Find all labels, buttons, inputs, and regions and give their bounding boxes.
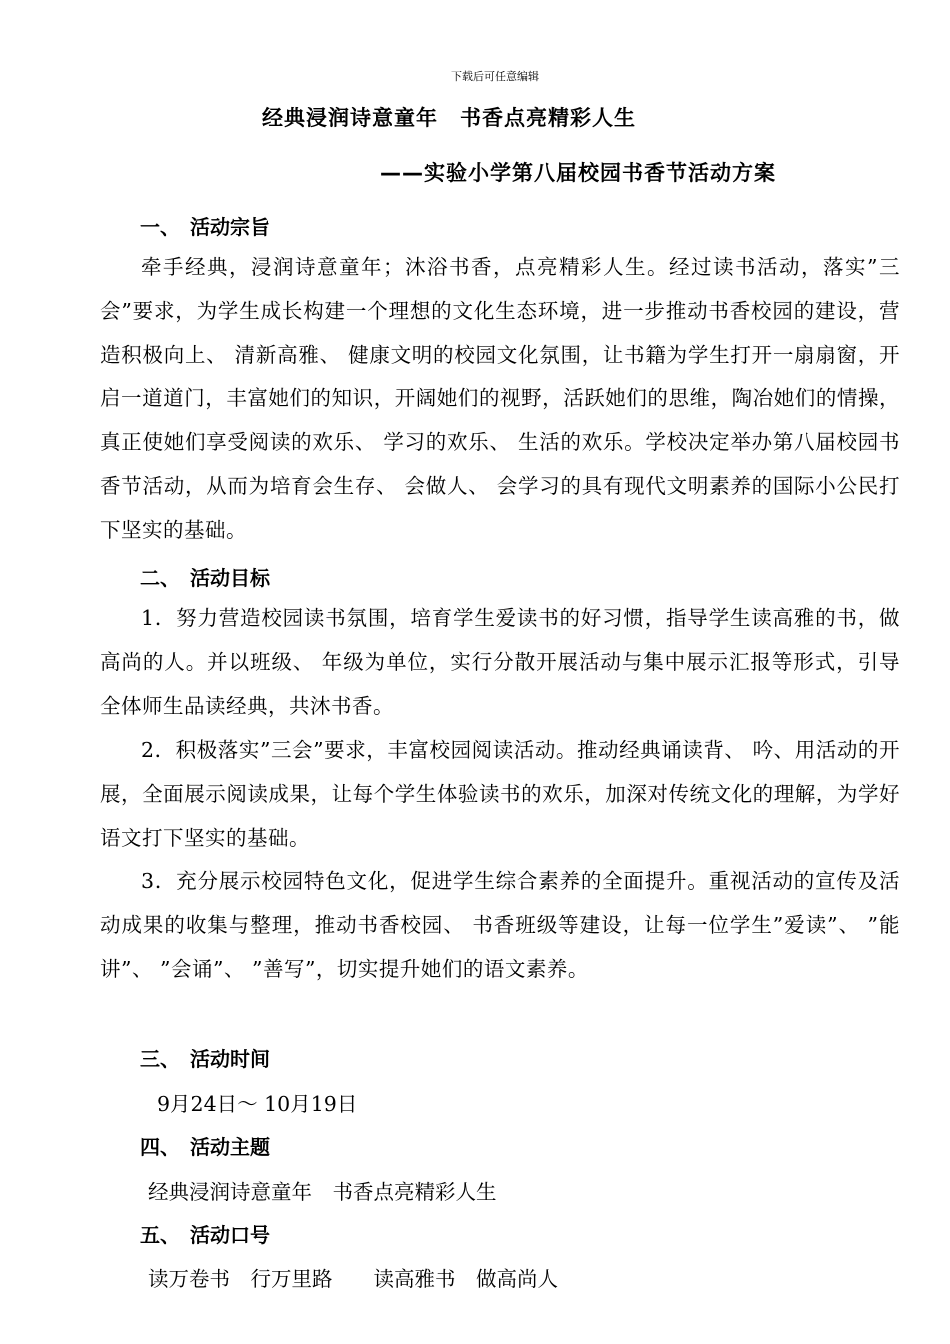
header-note: 下载后可任意编辑 xyxy=(451,70,539,83)
goal-item-2: 2．积极落实”三会”要求，丰富校园阅读活动。推动经典诵读背、 吟、用活动的开展，全面展示阅读成果，让每个学生体验读书的欢乐，加深对传统文化的理解，为学好语文打下坚实的基础。 xyxy=(100,738,900,850)
paragraph-purpose: 牵手经典，浸润诗意童年；沐浴书香，点亮精彩人生。经过读书活动，落实”三会”要求，为学生成长构建一个理想的文化生态环境，进一步推动书香校园的建设，营造积极向上、 清新高雅、 健康文明的校园文化氛围，让书籍为学生打开一扇扇窗，开启一道道门，丰富她们的知识，开阔她们的视野，活跃她们的思维，陶冶她们的情操，真正使她们享受阅读的欢乐、 学习的欢乐、 生活的欢乐。学校决定举办第八届校园书香节活动，从而为培育会生存、 会做人、 会学习的具有现代文明素养的国际小公民打下坚实的基础。 xyxy=(100,255,900,542)
activity-time: 9月24日～ 10月19日 xyxy=(157,1092,358,1116)
goal-item-3: 3．充分展示校园特色文化，促进学生综合素养的全面提升。重视活动的宣传及活动成果的收集与整理，推动书香校园、 书香班级等建设，让每一位学生”爱读”、 ”能讲”、 ”会诵”、 ”善写”，切实提升她们的语文素养。 xyxy=(100,869,900,981)
section-heading-goals: 二、 活动目标 xyxy=(140,566,270,590)
document-subtitle: ——实验小学第八届校园书香节活动方案 xyxy=(380,161,776,185)
section-heading-time: 三、 活动时间 xyxy=(140,1047,270,1071)
section-heading-theme: 四、 活动主题 xyxy=(140,1135,270,1159)
document-title: 经典浸润诗意童年 书香点亮精彩人生 xyxy=(262,106,636,130)
goal-item-1: 1．努力营造校园读书氛围，培育学生爱读书的好习惯，指导学生读高雅的书，做高尚的人。并以班级、 年级为单位，实行分散开展活动与集中展示汇报等形式，引导全体师生品读经典，共沐书香。 xyxy=(100,606,900,718)
activity-slogan: 读万卷书 行万里路 读高雅书 做高尚人 xyxy=(148,1267,558,1291)
activity-theme: 经典浸润诗意童年 书香点亮精彩人生 xyxy=(148,1180,497,1204)
section-heading-purpose: 一、 活动宗旨 xyxy=(140,215,270,239)
section-heading-slogan: 五、 活动口号 xyxy=(140,1223,270,1247)
